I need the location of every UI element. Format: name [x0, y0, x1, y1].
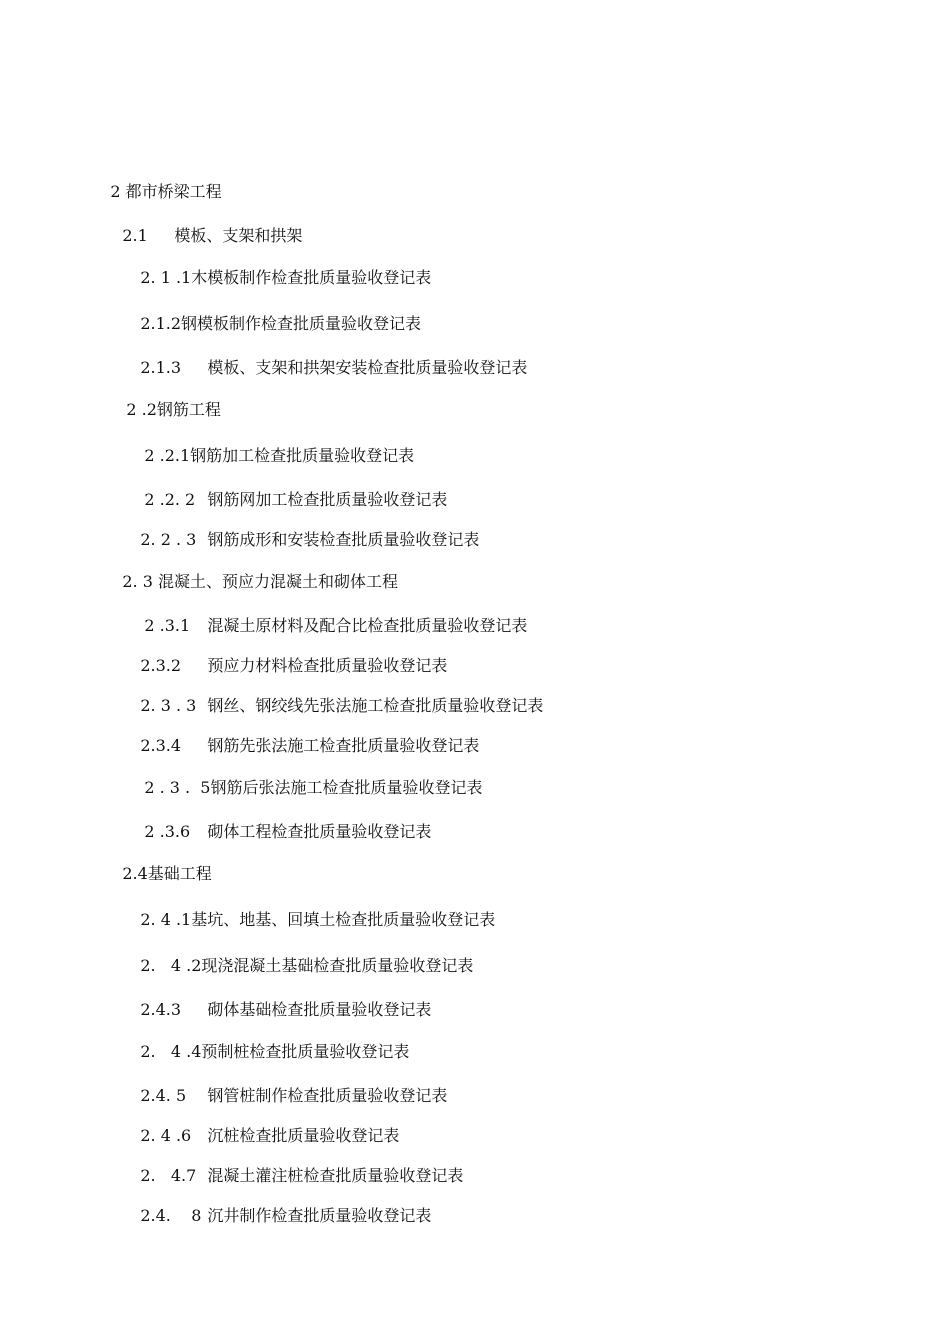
toc-title: 混凝土原材料及配合比检查批质量验收登记表	[207, 616, 528, 635]
toc-item-text: 2. 4 .4﻿预制桩检查批质量验收登记表	[140, 1042, 410, 1061]
toc-title: 沉桩检查批质量验收登记表	[207, 1126, 400, 1145]
toc-number: 2. 3 . 3	[140, 696, 197, 715]
toc-number: 2.4. 5	[140, 1086, 187, 1105]
toc-number: 2.4.3	[140, 1000, 182, 1019]
toc-item-text: 2.1.2﻿钢模板制作检查批质量验收登记表	[140, 314, 422, 333]
toc-title: 砌体基础检查批质量验收登记表	[207, 1000, 432, 1019]
toc-number: 2.4. 8	[140, 1206, 202, 1225]
toc-title: 钢管桩制作检查批质量验收登记表	[207, 1086, 448, 1105]
toc-title: 模板、支架和拱架安装检查批质量验收登记表	[207, 358, 528, 377]
toc-number: 2.1.3	[140, 358, 182, 377]
toc-item-text: 2. 4 .1﻿基坑、地基、回填土检查批质量验收登记表	[140, 910, 496, 929]
toc-heading-text: 2 .2﻿钢筋工程	[126, 400, 221, 419]
toc-item-text: 2 .2.1﻿钢筋加工检查批质量验收登记表	[144, 446, 415, 465]
toc-number: 2. 4.7	[140, 1166, 197, 1185]
toc-title: 预应力材料检查批质量验收登记表	[207, 656, 448, 675]
toc-number: 2.3.2	[140, 656, 182, 675]
toc-title: 钢筋成形和安装检查批质量验收登记表	[207, 530, 480, 549]
toc-heading-text: 2. 3 ﻿混凝土、预应力混凝土和砌体工程	[122, 572, 398, 591]
toc-title: 模板、支架和拱架	[174, 226, 303, 245]
toc-item-text: 2 . 3 . 5﻿钢筋后张法施工检查批质量验收登记表	[144, 778, 483, 797]
toc-item-text: 2. 1 .1﻿木模板制作检查批质量验收登记表	[140, 268, 432, 287]
toc-title: 混凝土灌注桩检查批质量验收登记表	[207, 1166, 464, 1185]
toc-number: 2. 4 .6	[140, 1126, 192, 1145]
toc-title: 钢丝、钢绞线先张法施工检查批质量验收登记表	[207, 696, 544, 715]
toc-title: 沉井制作检查批质量验收登记表	[207, 1206, 432, 1225]
toc-number: 2 .3.6	[144, 822, 191, 841]
toc-item-2-4-8	[120, 1186, 431, 1246]
toc-heading-text: 2.4﻿基础工程	[122, 864, 212, 883]
toc-number: 2.1	[122, 226, 148, 245]
toc-heading-2-text: 2 ﻿都市桥梁工程	[110, 182, 222, 201]
toc-number: 2.3.4	[140, 736, 182, 755]
toc-title: 砌体工程检查批质量验收登记表	[207, 822, 432, 841]
toc-title: 钢筋先张法施工检查批质量验收登记表	[207, 736, 480, 755]
toc-title: 钢筋网加工检查批质量验收登记表	[207, 490, 448, 509]
toc-number: 2 .3.1	[144, 616, 191, 635]
toc-number: 2 .2. 2	[144, 490, 196, 509]
toc-item-text: 2. 4 .2﻿现浇混凝土基础检查批质量验收登记表	[140, 956, 474, 975]
toc-number: 2. 2 . 3	[140, 530, 197, 549]
